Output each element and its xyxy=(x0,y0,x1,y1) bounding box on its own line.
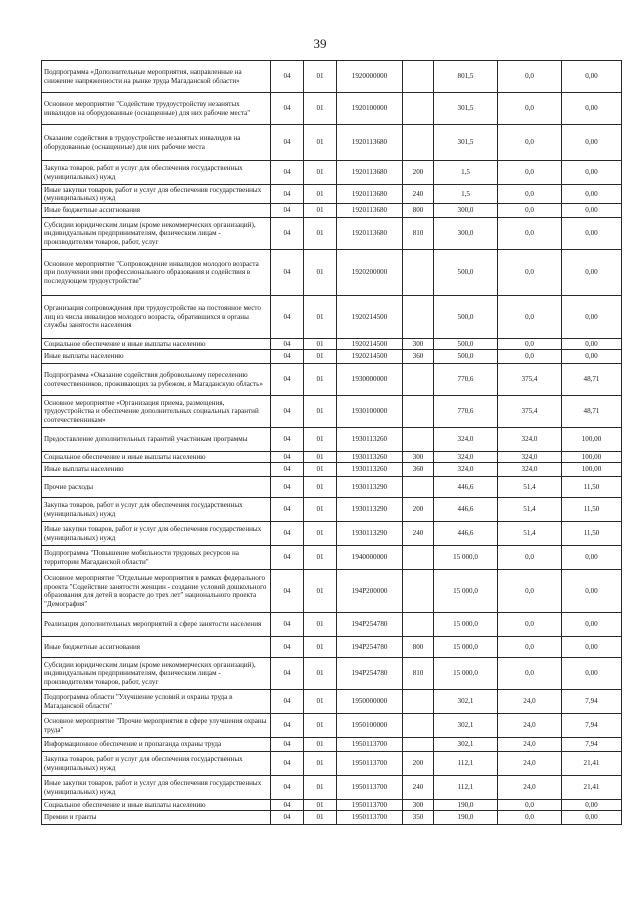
subsection-code: 01 xyxy=(304,185,337,204)
planned-amount: 112,1 xyxy=(434,776,498,800)
row-description: Иные закупки товаров, работ и услуг для обеспечения государственных (муниципальных) нужд xyxy=(42,185,271,204)
execution-percent: 0,00 xyxy=(562,161,622,185)
execution-percent: 0,00 xyxy=(562,250,622,296)
expense-type-code xyxy=(403,613,434,637)
expense-type-code: 240 xyxy=(403,522,434,546)
target-article-code: 1950100000 xyxy=(337,714,403,738)
executed-amount: 51,4 xyxy=(498,498,562,522)
target-article-code: 1930100000 xyxy=(337,396,403,428)
target-article-code: 1920214500 xyxy=(337,296,403,339)
planned-amount: 15 000,0 xyxy=(434,570,498,613)
subsection-code: 01 xyxy=(304,738,337,752)
table-row xyxy=(42,161,622,185)
row-description: Иные выплаты населению xyxy=(42,463,271,477)
execution-percent: 100,00 xyxy=(562,452,622,463)
target-article-code: 1920000000 xyxy=(337,61,403,93)
row-description: Премии и гранты xyxy=(42,811,271,825)
execution-percent: 0,00 xyxy=(562,204,622,218)
section-code: 04 xyxy=(271,185,304,204)
row-description: Основное мероприятие "Содействие трудоустройству незанятых инвалидов на оборудованные (оснащенные) для них рабочие места" xyxy=(42,93,271,125)
table-row xyxy=(42,250,622,296)
target-article-code: 1950113700 xyxy=(337,752,403,776)
target-article-code: 1930113290 xyxy=(337,522,403,546)
section-code: 04 xyxy=(271,339,304,350)
section-code: 04 xyxy=(271,738,304,752)
subsection-code: 01 xyxy=(304,218,337,250)
expense-type-code: 360 xyxy=(403,350,434,364)
section-code: 04 xyxy=(271,776,304,800)
table-row xyxy=(42,776,622,800)
executed-amount: 0,0 xyxy=(498,125,562,161)
table-row xyxy=(42,125,622,161)
table-row xyxy=(42,61,622,93)
target-article-code: 1920214500 xyxy=(337,339,403,350)
execution-percent: 7,94 xyxy=(562,690,622,714)
executed-amount: 0,0 xyxy=(498,546,562,570)
executed-amount: 0,0 xyxy=(498,613,562,637)
target-article-code: 1920113680 xyxy=(337,125,403,161)
section-code: 04 xyxy=(271,690,304,714)
section-code: 04 xyxy=(271,522,304,546)
section-code: 04 xyxy=(271,463,304,477)
table-row xyxy=(42,738,622,752)
target-article-code: 1920100000 xyxy=(337,93,403,125)
planned-amount: 446,6 xyxy=(434,477,498,498)
target-article-code: 1950113700 xyxy=(337,800,403,811)
section-code: 04 xyxy=(271,61,304,93)
subsection-code: 01 xyxy=(304,61,337,93)
subsection-code: 01 xyxy=(304,690,337,714)
row-description: Основное мероприятие «Организация приема, размещения, трудоустройства и обеспечение дополнительных социальных гарантий соотечественникам» xyxy=(42,396,271,428)
subsection-code: 01 xyxy=(304,800,337,811)
target-article-code: 1930000000 xyxy=(337,364,403,396)
execution-percent: 48,71 xyxy=(562,396,622,428)
execution-percent: 0,00 xyxy=(562,125,622,161)
expense-type-code: 300 xyxy=(403,452,434,463)
target-article-code: 1950000000 xyxy=(337,690,403,714)
planned-amount: 302,1 xyxy=(434,738,498,752)
expense-type-code xyxy=(403,690,434,714)
row-description: Иные бюджетные ассигнования xyxy=(42,637,271,658)
table-row xyxy=(42,498,622,522)
section-code: 04 xyxy=(271,637,304,658)
planned-amount: 446,6 xyxy=(434,522,498,546)
section-code: 04 xyxy=(271,125,304,161)
subsection-code: 01 xyxy=(304,570,337,613)
table-row xyxy=(42,452,622,463)
execution-percent: 0,00 xyxy=(562,339,622,350)
row-description: Иные закупки товаров, работ и услуг для обеспечения государственных (муниципальных) нужд xyxy=(42,776,271,800)
execution-percent: 100,00 xyxy=(562,428,622,452)
target-article-code: 1940000000 xyxy=(337,546,403,570)
subsection-code: 01 xyxy=(304,396,337,428)
execution-percent: 11,50 xyxy=(562,498,622,522)
expense-type-code xyxy=(403,546,434,570)
subsection-code: 01 xyxy=(304,658,337,690)
target-article-code: 1920113680 xyxy=(337,204,403,218)
expense-type-code: 200 xyxy=(403,161,434,185)
row-description: Закупка товаров, работ и услуг для обеспечения государственных (муниципальных) нужд xyxy=(42,752,271,776)
table-row xyxy=(42,477,622,498)
planned-amount: 1,5 xyxy=(434,161,498,185)
planned-amount: 301,5 xyxy=(434,125,498,161)
section-code: 04 xyxy=(271,396,304,428)
execution-percent: 100,00 xyxy=(562,463,622,477)
table-row xyxy=(42,463,622,477)
planned-amount: 301,5 xyxy=(434,93,498,125)
executed-amount: 0,0 xyxy=(498,61,562,93)
row-description: Подпрограмма области "Улучшение условий и охраны труда в Магаданской области" xyxy=(42,690,271,714)
subsection-code: 01 xyxy=(304,204,337,218)
executed-amount: 375,4 xyxy=(498,396,562,428)
execution-percent: 21,41 xyxy=(562,752,622,776)
row-description: Субсидии юридическим лицам (кроме некоммерческих организаций), индивидуальным предпринимателям, физическим лицам - производителям товаров, работ, услуг xyxy=(42,658,271,690)
target-article-code: 1920113680 xyxy=(337,185,403,204)
table-row xyxy=(42,800,622,811)
target-article-code: 1930113260 xyxy=(337,428,403,452)
row-description: Прочие расходы xyxy=(42,477,271,498)
expense-type-code: 350 xyxy=(403,811,434,825)
expense-type-code xyxy=(403,396,434,428)
planned-amount: 302,1 xyxy=(434,690,498,714)
executed-amount: 24,0 xyxy=(498,738,562,752)
executed-amount: 0,0 xyxy=(498,185,562,204)
row-description: Реализация дополнительных мероприятий в сфере занятости населения xyxy=(42,613,271,637)
row-description: Социальное обеспечение и иные выплаты населению xyxy=(42,452,271,463)
table-row xyxy=(42,658,622,690)
row-description: Предоставление дополнительных гарантий участникам программы xyxy=(42,428,271,452)
row-description: Информационное обеспечение и пропаганда охраны труда xyxy=(42,738,271,752)
section-code: 04 xyxy=(271,296,304,339)
execution-percent: 0,00 xyxy=(562,637,622,658)
executed-amount: 24,0 xyxy=(498,776,562,800)
execution-percent: 0,00 xyxy=(562,218,622,250)
planned-amount: 500,0 xyxy=(434,250,498,296)
executed-amount: 0,0 xyxy=(498,204,562,218)
table-row xyxy=(42,396,622,428)
executed-amount: 0,0 xyxy=(498,339,562,350)
executed-amount: 324,0 xyxy=(498,463,562,477)
table-row xyxy=(42,339,622,350)
executed-amount: 0,0 xyxy=(498,93,562,125)
table-row xyxy=(42,204,622,218)
row-description: Социальное обеспечение и иные выплаты населению xyxy=(42,800,271,811)
executed-amount: 324,0 xyxy=(498,452,562,463)
planned-amount: 190,0 xyxy=(434,800,498,811)
target-article-code: 1920113680 xyxy=(337,161,403,185)
section-code: 04 xyxy=(271,250,304,296)
execution-percent: 0,00 xyxy=(562,296,622,339)
section-code: 04 xyxy=(271,452,304,463)
planned-amount: 770,6 xyxy=(434,364,498,396)
section-code: 04 xyxy=(271,714,304,738)
executed-amount: 0,0 xyxy=(498,218,562,250)
expense-type-code xyxy=(403,364,434,396)
expense-type-code xyxy=(403,570,434,613)
target-article-code: 1930113260 xyxy=(337,463,403,477)
executed-amount: 0,0 xyxy=(498,296,562,339)
section-code: 04 xyxy=(271,428,304,452)
execution-percent: 0,00 xyxy=(562,61,622,93)
planned-amount: 15 000,0 xyxy=(434,546,498,570)
subsection-code: 01 xyxy=(304,477,337,498)
executed-amount: 375,4 xyxy=(498,364,562,396)
subsection-code: 01 xyxy=(304,498,337,522)
table-row xyxy=(42,714,622,738)
expense-type-code: 200 xyxy=(403,498,434,522)
subsection-code: 01 xyxy=(304,613,337,637)
planned-amount: 190,0 xyxy=(434,811,498,825)
subsection-code: 01 xyxy=(304,350,337,364)
executed-amount: 324,0 xyxy=(498,428,562,452)
table-row xyxy=(42,811,622,825)
page-number: 39 xyxy=(313,36,327,51)
section-code: 04 xyxy=(271,546,304,570)
executed-amount: 0,0 xyxy=(498,161,562,185)
expense-type-code xyxy=(403,296,434,339)
execution-percent: 0,00 xyxy=(562,185,622,204)
table-row xyxy=(42,185,622,204)
target-article-code: 1950113700 xyxy=(337,738,403,752)
target-article-code: 1930113290 xyxy=(337,498,403,522)
row-description: Подпрограмма «Оказание содействия добровольному переселению соотечественников, проживающих за рубежом, в Магаданскую область» xyxy=(42,364,271,396)
subsection-code: 01 xyxy=(304,364,337,396)
section-code: 04 xyxy=(271,613,304,637)
section-code: 04 xyxy=(271,811,304,825)
planned-amount: 302,1 xyxy=(434,714,498,738)
executed-amount: 24,0 xyxy=(498,752,562,776)
execution-percent: 7,94 xyxy=(562,738,622,752)
expense-type-code: 800 xyxy=(403,204,434,218)
planned-amount: 324,0 xyxy=(434,463,498,477)
planned-amount: 324,0 xyxy=(434,428,498,452)
subsection-code: 01 xyxy=(304,546,337,570)
planned-amount: 801,5 xyxy=(434,61,498,93)
table-row xyxy=(42,570,622,613)
table-row xyxy=(42,637,622,658)
execution-percent: 0,00 xyxy=(562,613,622,637)
section-code: 04 xyxy=(271,570,304,613)
expense-type-code: 200 xyxy=(403,752,434,776)
expense-type-code: 240 xyxy=(403,776,434,800)
section-code: 04 xyxy=(271,800,304,811)
planned-amount: 112,1 xyxy=(434,752,498,776)
subsection-code: 01 xyxy=(304,714,337,738)
budget-table-body xyxy=(42,61,622,825)
planned-amount: 15 000,0 xyxy=(434,637,498,658)
planned-amount: 446,6 xyxy=(434,498,498,522)
execution-percent: 21,41 xyxy=(562,776,622,800)
executed-amount: 0,0 xyxy=(498,250,562,296)
planned-amount: 324,0 xyxy=(434,452,498,463)
executed-amount: 0,0 xyxy=(498,811,562,825)
expense-type-code: 240 xyxy=(403,185,434,204)
execution-percent: 7,94 xyxy=(562,714,622,738)
executed-amount: 0,0 xyxy=(498,637,562,658)
subsection-code: 01 xyxy=(304,296,337,339)
row-description: Организация сопровождения при трудоустройстве на постоянное место лиц из числа инвалидов молодого возраста, обратившихся в органы службы занятости населения xyxy=(42,296,271,339)
target-article-code: 194P254780 xyxy=(337,637,403,658)
target-article-code: 194P254780 xyxy=(337,613,403,637)
planned-amount: 300,0 xyxy=(434,204,498,218)
section-code: 04 xyxy=(271,204,304,218)
table-row xyxy=(42,364,622,396)
expense-type-code: 800 xyxy=(403,637,434,658)
execution-percent: 0,00 xyxy=(562,811,622,825)
subsection-code: 01 xyxy=(304,463,337,477)
subsection-code: 01 xyxy=(304,752,337,776)
subsection-code: 01 xyxy=(304,637,337,658)
executed-amount: 51,4 xyxy=(498,522,562,546)
subsection-code: 01 xyxy=(304,250,337,296)
table-row xyxy=(42,296,622,339)
table-row xyxy=(42,690,622,714)
target-article-code: 1930113290 xyxy=(337,477,403,498)
executed-amount: 0,0 xyxy=(498,570,562,613)
row-description: Иные закупки товаров, работ и услуг для обеспечения государственных (муниципальных) нужд xyxy=(42,522,271,546)
subsection-code: 01 xyxy=(304,452,337,463)
row-description: Подпрограмма «Дополнительные мероприятия, направленные на снижение напряженности на рынке труда Магаданской области» xyxy=(42,61,271,93)
expense-type-code xyxy=(403,738,434,752)
expense-type-code xyxy=(403,250,434,296)
row-description: Основное мероприятие "Сопровождение инвалидов молодого возраста при получении ими профессионального образования и содействия в последующем трудоустройстве" xyxy=(42,250,271,296)
section-code: 04 xyxy=(271,218,304,250)
row-description: Социальное обеспечение и иные выплаты населению xyxy=(42,339,271,350)
expense-type-code xyxy=(403,61,434,93)
section-code: 04 xyxy=(271,161,304,185)
expense-type-code xyxy=(403,428,434,452)
execution-percent: 0,00 xyxy=(562,350,622,364)
subsection-code: 01 xyxy=(304,339,337,350)
budget-table xyxy=(41,60,622,825)
expense-type-code: 360 xyxy=(403,463,434,477)
execution-percent: 48,71 xyxy=(562,364,622,396)
planned-amount: 770,6 xyxy=(434,396,498,428)
row-description: Иные бюджетные ассигнования xyxy=(42,204,271,218)
executed-amount: 0,0 xyxy=(498,658,562,690)
executed-amount: 0,0 xyxy=(498,800,562,811)
subsection-code: 01 xyxy=(304,811,337,825)
target-article-code: 1950113700 xyxy=(337,776,403,800)
expense-type-code: 300 xyxy=(403,800,434,811)
executed-amount: 24,0 xyxy=(498,714,562,738)
expense-type-code: 810 xyxy=(403,658,434,690)
section-code: 04 xyxy=(271,93,304,125)
section-code: 04 xyxy=(271,350,304,364)
target-article-code: 1930113260 xyxy=(337,452,403,463)
expense-type-code xyxy=(403,714,434,738)
subsection-code: 01 xyxy=(304,428,337,452)
target-article-code: 1920214500 xyxy=(337,350,403,364)
execution-percent: 0,00 xyxy=(562,546,622,570)
row-description: Иные выплаты населению xyxy=(42,350,271,364)
execution-percent: 0,00 xyxy=(562,93,622,125)
row-description: Подпрограмма "Повышение мобильности трудовых ресурсов на территории Магаданской области" xyxy=(42,546,271,570)
section-code: 04 xyxy=(271,658,304,690)
row-description: Основное мероприятие "Прочие мероприятия в сфере улучшения охраны труда" xyxy=(42,714,271,738)
table-row xyxy=(42,752,622,776)
execution-percent: 0,00 xyxy=(562,658,622,690)
target-article-code: 1920113680 xyxy=(337,218,403,250)
table-row xyxy=(42,546,622,570)
row-description: Оказание содействия в трудоустройстве незанятых инвалидов на оборудованные (оснащенные) для них рабочие места xyxy=(42,125,271,161)
subsection-code: 01 xyxy=(304,776,337,800)
target-article-code: 1950113700 xyxy=(337,811,403,825)
section-code: 04 xyxy=(271,498,304,522)
section-code: 04 xyxy=(271,477,304,498)
table-row xyxy=(42,613,622,637)
table-row xyxy=(42,350,622,364)
executed-amount: 0,0 xyxy=(498,350,562,364)
expense-type-code: 810 xyxy=(403,218,434,250)
planned-amount: 500,0 xyxy=(434,296,498,339)
planned-amount: 500,0 xyxy=(434,350,498,364)
executed-amount: 24,0 xyxy=(498,690,562,714)
executed-amount: 51,4 xyxy=(498,477,562,498)
table-row xyxy=(42,218,622,250)
expense-type-code xyxy=(403,125,434,161)
expense-type-code: 300 xyxy=(403,339,434,350)
target-article-code: 194P200000 xyxy=(337,570,403,613)
expense-type-code xyxy=(403,93,434,125)
row-description: Субсидии юридическим лицам (кроме некоммерческих организаций), индивидуальным предпринимателям, физическим лицам - производителям товаров, работ, услуг xyxy=(42,218,271,250)
planned-amount: 500,0 xyxy=(434,339,498,350)
subsection-code: 01 xyxy=(304,161,337,185)
section-code: 04 xyxy=(271,752,304,776)
planned-amount: 300,0 xyxy=(434,218,498,250)
target-article-code: 1920200000 xyxy=(337,250,403,296)
planned-amount: 15 000,0 xyxy=(434,613,498,637)
expense-type-code xyxy=(403,477,434,498)
row-description: Закупка товаров, работ и услуг для обеспечения государственных (муниципальных) нужд xyxy=(42,161,271,185)
planned-amount: 15 000,0 xyxy=(434,658,498,690)
subsection-code: 01 xyxy=(304,522,337,546)
subsection-code: 01 xyxy=(304,125,337,161)
table-row xyxy=(42,93,622,125)
table-row xyxy=(42,522,622,546)
execution-percent: 11,50 xyxy=(562,522,622,546)
execution-percent: 0,00 xyxy=(562,800,622,811)
execution-percent: 0,00 xyxy=(562,570,622,613)
planned-amount: 1,5 xyxy=(434,185,498,204)
execution-percent: 11,50 xyxy=(562,477,622,498)
row-description: Закупка товаров, работ и услуг для обеспечения государственных (муниципальных) нужд xyxy=(42,498,271,522)
target-article-code: 194P254780 xyxy=(337,658,403,690)
section-code: 04 xyxy=(271,364,304,396)
table-row xyxy=(42,428,622,452)
subsection-code: 01 xyxy=(304,93,337,125)
row-description: Основное мероприятие "Отдельные мероприятия в рамках федерального проекта "Содействие занятости женщин - создание условий дошкольного образования для детей в возрасте до трех лет" национального проекта "Демография" xyxy=(42,570,271,613)
